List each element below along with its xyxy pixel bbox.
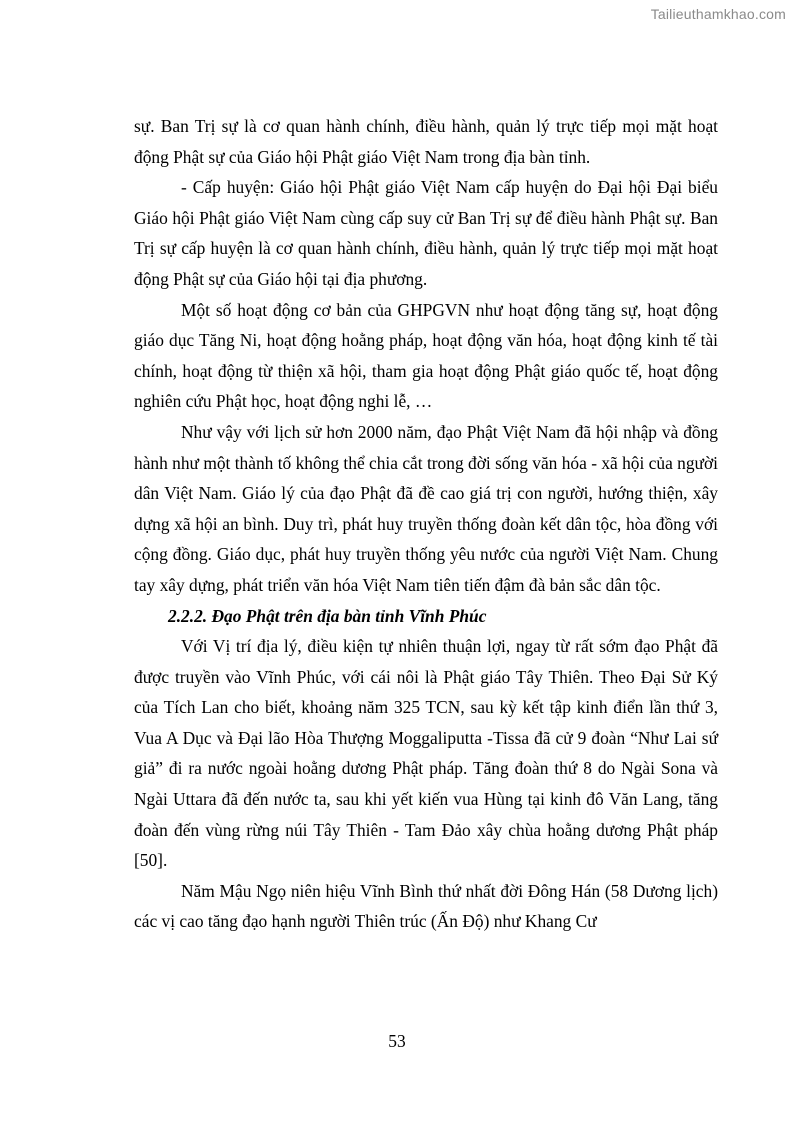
paragraph-mau-ngo-year: Năm Mậu Ngọ niên hiệu Vĩnh Bình thứ nhất đời Đông Hán (58 Dương lịch) các vị cao tăng đạo hạnh người Thiên trúc (Ấn Độ) như Khang Cư	[134, 880, 718, 932]
page-number: 53	[388, 1031, 406, 1051]
section-heading: 2.2.2. Đạo Phật trên địa bàn tỉnh Vĩnh Phúc	[168, 605, 487, 626]
paragraph-activities: Một số hoạt động cơ bản của GHPGVN như hoạt động tăng sự, hoạt động giáo dục Tăng Ni, hoạt động hoằng pháp, hoạt động văn hóa, hoạt động kinh tế tài chính, hoạt động từ thiện xã hội, tham gia hoạt động Phật giáo quốc tế, hoạt động nghiên cứu Phật học, hoạt động nghi lễ, …	[134, 299, 718, 412]
paragraph-buddhism-vinh-phuc: Với Vị trí địa lý, điều kiện tự nhiên thuận lợi, ngay từ rất sớm đạo Phật đã được truyền vào Vĩnh Phúc, với cái nôi là Phật giáo Tây Thiên. Theo Đại Sử Ký của Tích Lan cho biết, khoảng năm 325 TCN, sau kỳ kết tập kinh điển lần thứ 3, Vua A Dục và Đại lão Hòa Thượng Moggaliputta -Tissa đã cử 9 đoàn “Như Lai sứ giả” đi ra nước ngoài hoằng dương Phật pháp. Tăng đoàn thứ 8 do Ngài Sona và Ngài Uttara đã đến nước ta, sau khi yết kiến vua Hùng tại kinh đô Văn Lang, tăng đoàn đến vùng rừng núi Tây Thiên - Tam Đảo xây chùa hoằng dương Phật pháp [50].	[134, 636, 718, 871]
page-body	[134, 111, 718, 937]
paragraph-history-summary: Như vậy với lịch sử hơn 2000 năm, đạo Phật Việt Nam đã hội nhập và đồng hành như một thành tố không thể chia cắt trong đời sống văn hóa - xã hội của người dân Việt Nam. Giáo lý của đạo Phật đã đề cao giá trị con người, hướng thiện, xây dựng xã hội an bình. Duy trì, phát huy truyền thống đoàn kết dân tộc, hòa đồng với cộng đồng. Giáo dục, phát huy truyền thống yêu nước của người Việt Nam. Chung tay xây dựng, phát triển văn hóa Việt Nam tiên tiến đậm đà bản sắc dân tộc.	[134, 421, 718, 595]
watermark: Tailieuthamkhao.com	[650, 6, 786, 22]
paragraph-continuation: sự. Ban Trị sự là cơ quan hành chính, điều hành, quản lý trực tiếp mọi mặt hoạt động Phật sự của Giáo hội Phật giáo Việt Nam trong địa bàn tỉnh.	[134, 116, 718, 167]
paragraph-district-level: - Cấp huyện: Giáo hội Phật giáo Việt Nam cấp huyện do Đại hội Đại biểu Giáo hội Phật giáo Việt Nam cùng cấp suy cử Ban Trị sự để điều hành Phật sự. Ban Trị sự cấp huyện là cơ quan hành chính, điều hành, quản lý trực tiếp mọi mặt hoạt động Phật sự của Giáo hội tại địa phương.	[134, 177, 718, 289]
